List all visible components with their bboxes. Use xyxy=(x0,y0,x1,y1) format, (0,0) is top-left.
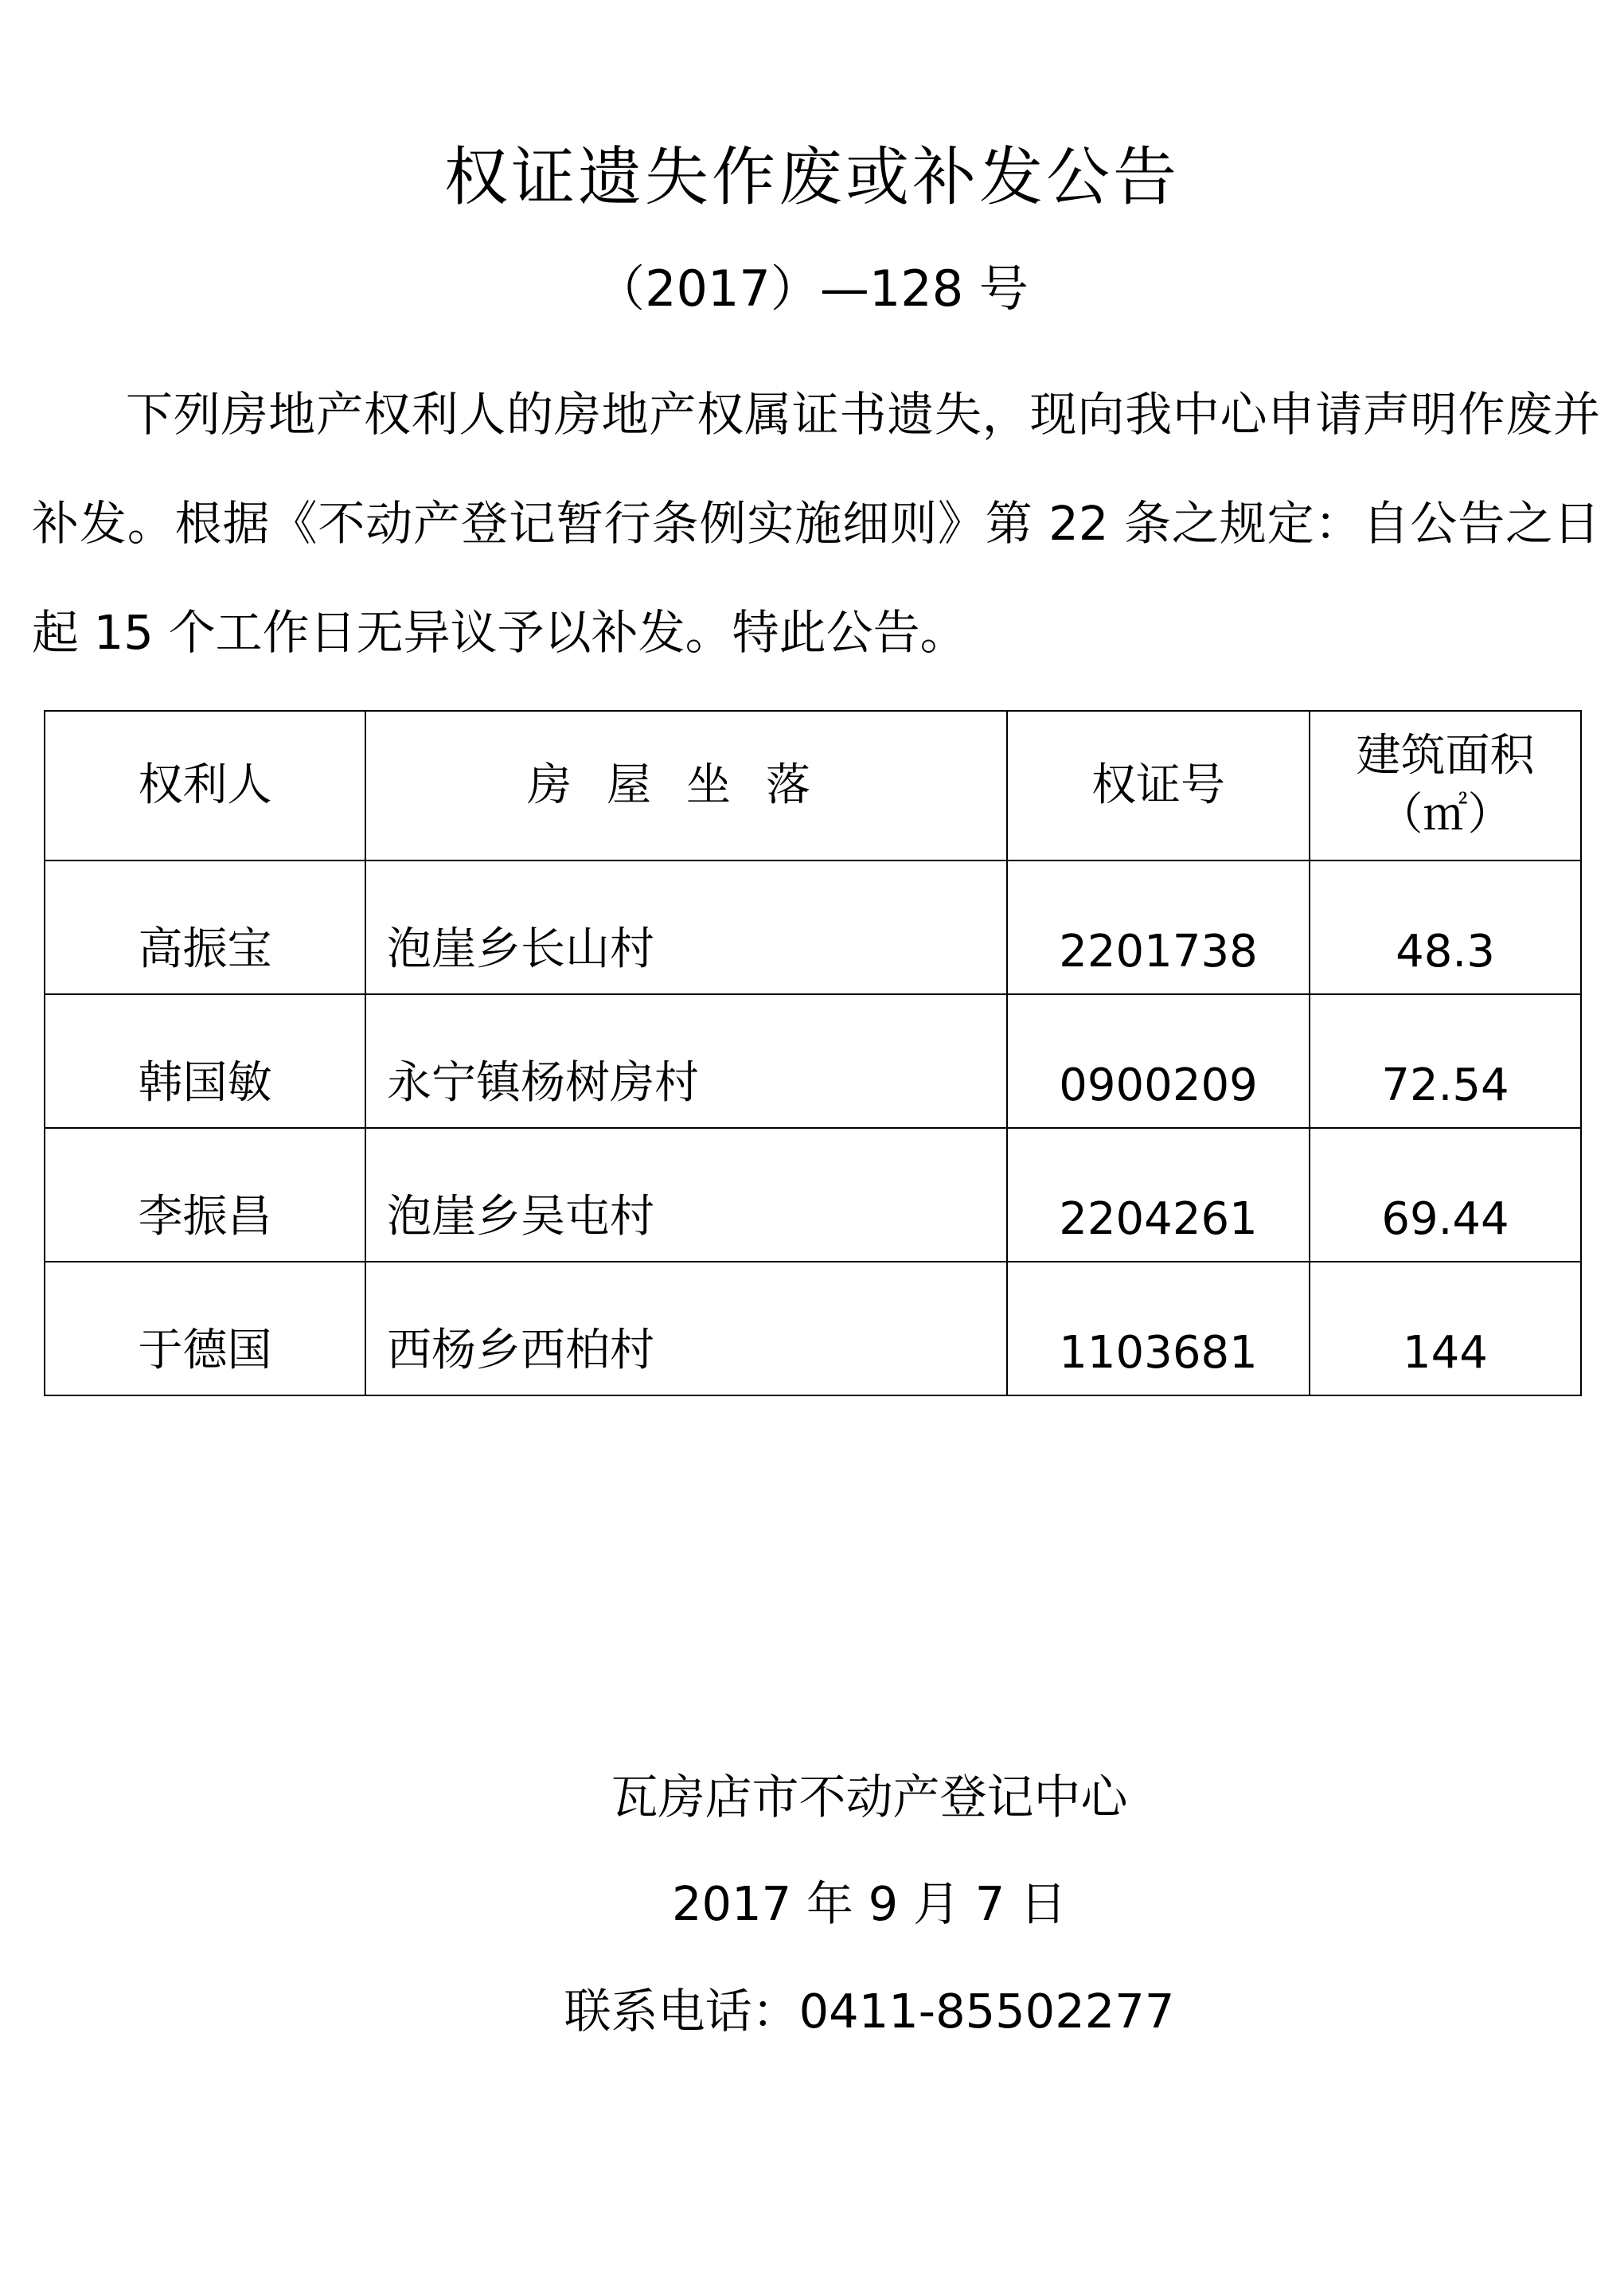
location-cell: 西杨乡西柏村 xyxy=(365,1262,1007,1395)
location-cell: 永宁镇杨树房村 xyxy=(365,994,1007,1128)
certificate-cell: 2204261 xyxy=(1007,1128,1310,1262)
header-area xyxy=(1310,711,1581,860)
header-area-label: 建筑面积 xyxy=(1356,730,1535,782)
issue-date: 2017 年 9 月 7 日 xyxy=(672,1876,1067,1931)
table-row xyxy=(45,1262,1581,1395)
area-cell: 69.44 xyxy=(1310,1128,1581,1262)
area-cell: 144 xyxy=(1310,1262,1581,1395)
owner-cell: 于德国 xyxy=(45,1262,365,1395)
certificate-cell: 2201738 xyxy=(1007,860,1310,994)
certificate-table xyxy=(44,710,1582,1396)
area-cell: 72.54 xyxy=(1310,994,1581,1128)
area-cell: 48.3 xyxy=(1310,860,1581,994)
header-certificate: 权证号 xyxy=(1007,711,1310,860)
document-number: （2017）—128 号 xyxy=(595,260,1029,318)
certificate-cell: 1103681 xyxy=(1007,1262,1310,1395)
notice-body: 下列房地产权利人的房地产权属证书遗失，现向我中心申请声明作废并补发。根据《不动产登记暂行条例实施细则》第 22 条之规定：自公告之日起 15 个工作日无异议予以补发。特此公告。 xyxy=(32,387,1600,660)
header-location: 房屋坐落 xyxy=(365,711,1007,860)
certificate-cell: 0900209 xyxy=(1007,994,1310,1128)
table-header-row xyxy=(45,711,1581,860)
location-cell: 泡崖乡长山村 xyxy=(365,860,1007,994)
table-row xyxy=(45,994,1581,1128)
owner-cell: 李振昌 xyxy=(45,1128,365,1262)
notice-title: 权证遗失作废或补发公告 xyxy=(444,140,1180,214)
owner-cell: 韩国敏 xyxy=(45,994,365,1128)
contact-phone: 联系电话：0411-85502277 xyxy=(564,1984,1175,2039)
table-row xyxy=(45,1128,1581,1262)
owner-cell: 高振宝 xyxy=(45,860,365,994)
header-owner: 权利人 xyxy=(45,711,365,860)
location-cell: 泡崖乡吴屯村 xyxy=(365,1128,1007,1262)
table-row xyxy=(45,860,1581,994)
issuer-name: 瓦房店市不动产登记中心 xyxy=(611,1770,1128,1824)
header-area-unit: （㎡） xyxy=(1378,789,1513,841)
